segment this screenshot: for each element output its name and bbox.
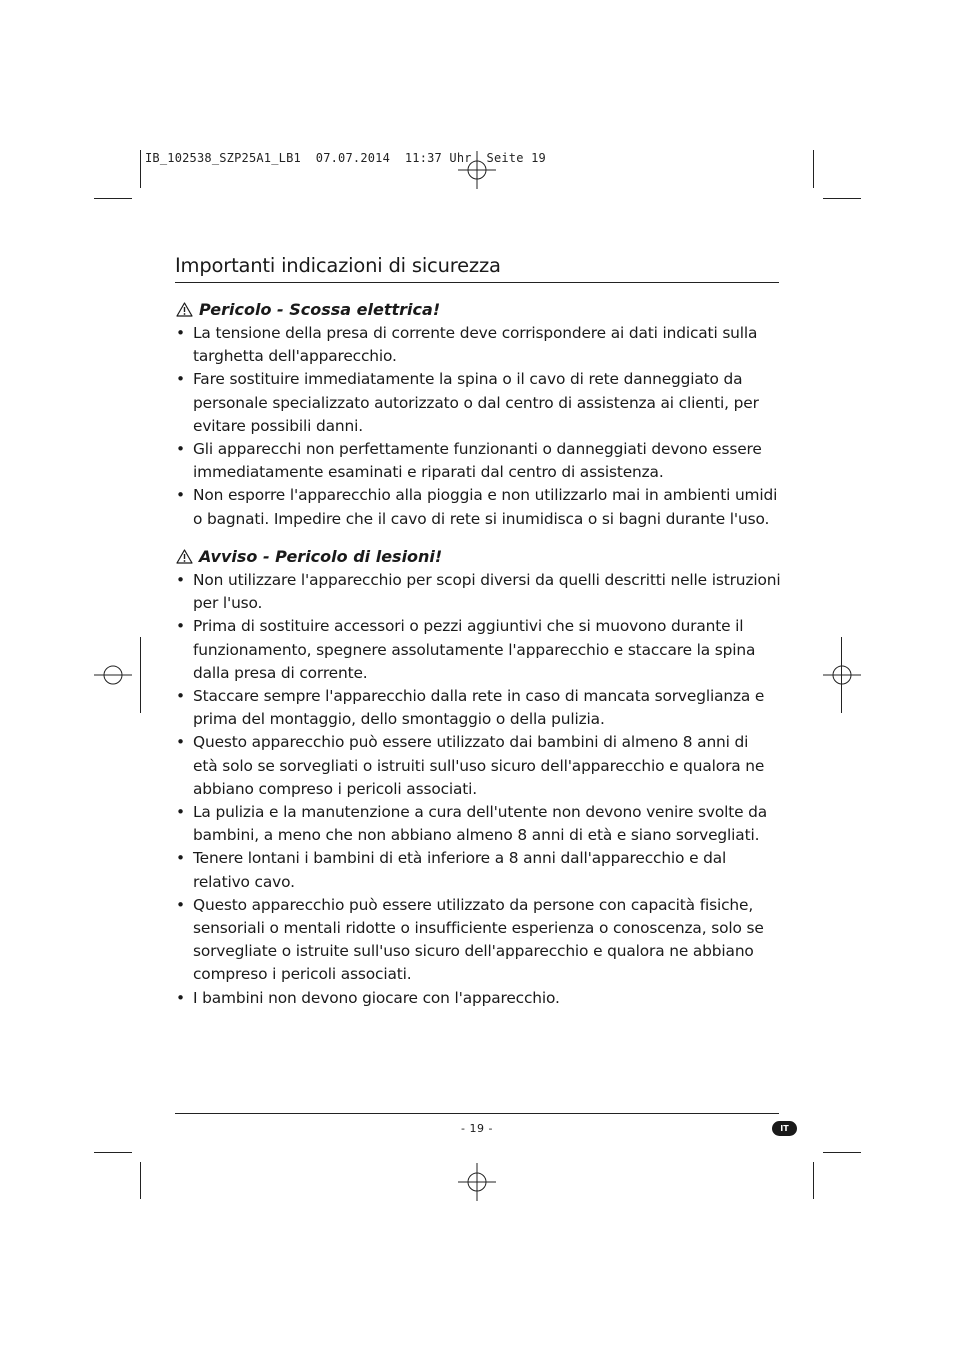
language-badge: IT [772, 1121, 797, 1136]
list-item-line: Staccare sempre l'apparecchio dalla rete in caso di mancata sorveglianza e [193, 687, 765, 706]
list-item-line: o bagnati. Impedire che il cavo di rete si inumidisca o si bagni durante l'uso. [193, 509, 770, 528]
safety-list-electric-shock [176, 322, 786, 531]
list-item-line: Questo apparecchio può essere utilizzato da persone con capacità fisiche, [193, 895, 754, 914]
list-item-line: immediatamente esaminati e riparati dal centro di assistenza. [193, 463, 664, 482]
crop-mark [813, 1162, 814, 1199]
list-item [176, 801, 786, 847]
list-item-line: per l'uso. [193, 594, 263, 613]
list-item-line: Fare sostituire immediatamente la spina o il cavo di rete danneggiato da [193, 370, 743, 389]
list-item-line: Non utilizzare l'apparecchio per scopi diversi da quelli descritti nelle istruzioni [193, 571, 781, 589]
list-item-line: funzionamento, spegnere assolutamente l'apparecchio e staccare la spina [193, 640, 756, 659]
list-item [176, 438, 786, 484]
crop-mark [823, 198, 861, 199]
list-item-line: età solo se sorvegliati o istruiti sull'uso sicuro dell'apparecchio e qualora ne [193, 756, 765, 775]
list-item-line: compreso i pericoli associati. [193, 965, 412, 984]
crop-mark [140, 637, 141, 713]
list-item-line: abbiano compreso i pericoli associati. [193, 779, 478, 798]
list-item-line: dalla presa di corrente. [193, 663, 368, 682]
list-item-line: Tenere lontani i bambini di età inferiore a 8 anni dall'apparecchio e dal [193, 849, 727, 868]
registration-mark-icon [823, 656, 861, 694]
crop-mark [813, 150, 814, 188]
bullet-icon: • [176, 370, 185, 389]
bullet-icon: • [176, 803, 185, 822]
warning-triangle-icon [176, 302, 193, 317]
list-item [176, 368, 786, 438]
bullet-icon: • [176, 486, 185, 505]
page-number: - 19 - [461, 1122, 493, 1135]
list-item-line: targhetta dell'apparecchio. [193, 347, 397, 366]
bullet-icon: • [176, 988, 185, 1007]
list-item [176, 569, 786, 615]
crop-mark [94, 1152, 132, 1153]
list-item-line: Gli apparecchi non perfettamente funzionanti o danneggiati devono essere [193, 440, 762, 459]
bullet-icon: • [176, 440, 185, 459]
page-title: Importanti indicazioni di sicurezza [175, 254, 501, 277]
warning-triangle-icon [176, 549, 193, 564]
list-item-line: Prima di sostituire accessori o pezzi aggiuntivi che si muovono durante il [193, 617, 744, 636]
bullet-icon: • [176, 617, 185, 636]
crop-mark [823, 1152, 861, 1153]
bullet-icon: • [176, 571, 185, 589]
list-item-line: sensoriali o mentali ridotte o insufficiente esperienza o conoscenza, solo se [193, 919, 764, 938]
list-item [176, 894, 786, 987]
list-item-line: evitare possibili danni. [193, 416, 363, 435]
list-item-line: I bambini non devono giocare con l'apparecchio. [193, 988, 560, 1007]
list-item-line: relativo cavo. [193, 872, 295, 891]
footer-rule [175, 1113, 779, 1114]
section-heading-text: Pericolo - Scossa elettrica! [199, 300, 441, 319]
list-item-line: Non esporre l'apparecchio alla pioggia e non utilizzarlo mai in ambienti umidi [193, 486, 778, 505]
crop-mark [140, 1162, 141, 1199]
list-item [176, 615, 786, 685]
title-rule [175, 282, 779, 283]
section-heading-injury [176, 547, 442, 566]
list-item-line: prima del montaggio, dello smontaggio o della pulizia. [193, 710, 605, 729]
bullet-icon: • [176, 324, 185, 342]
print-slug: IB_102538_SZP25A1_LB1 07.07.2014 11:37 Uhr Seite 19 [145, 151, 546, 165]
list-item [176, 484, 786, 530]
list-item-line: bambini, a meno che non abbiano almeno 8 anni di età e siano sorvegliati. [193, 826, 760, 845]
bullet-icon: • [176, 733, 185, 752]
list-item-line: Questo apparecchio può essere utilizzato dai bambini di almeno 8 anni di [193, 733, 749, 752]
list-item [176, 322, 786, 368]
section-heading-text: Avviso - Pericolo di lesioni! [199, 547, 443, 566]
list-item [176, 731, 786, 801]
crop-mark [140, 150, 141, 188]
list-item-line: La pulizia e la manutenzione a cura dell'utente non devono venire svolte da [193, 803, 768, 822]
bullet-icon: • [176, 895, 185, 914]
bullet-icon: • [176, 849, 185, 868]
registration-mark-icon [94, 656, 132, 694]
section-heading-electric-shock [176, 300, 440, 319]
list-item-line: La tensione della presa di corrente deve corrispondere ai dati indicati sulla [193, 324, 758, 342]
list-item-line: personale specializzato autorizzato o dal centro di assistenza ai clienti, per [193, 393, 759, 412]
crop-mark [94, 198, 132, 199]
registration-mark-icon [458, 1163, 496, 1201]
list-item [176, 685, 786, 731]
safety-list-injury [176, 569, 786, 1010]
bullet-icon: • [176, 687, 185, 706]
list-item [176, 987, 786, 1010]
list-item [176, 847, 786, 893]
list-item-line: sorvegliate o istruite sull'uso sicuro dell'apparecchio e qualora ne abbiano [193, 942, 754, 961]
